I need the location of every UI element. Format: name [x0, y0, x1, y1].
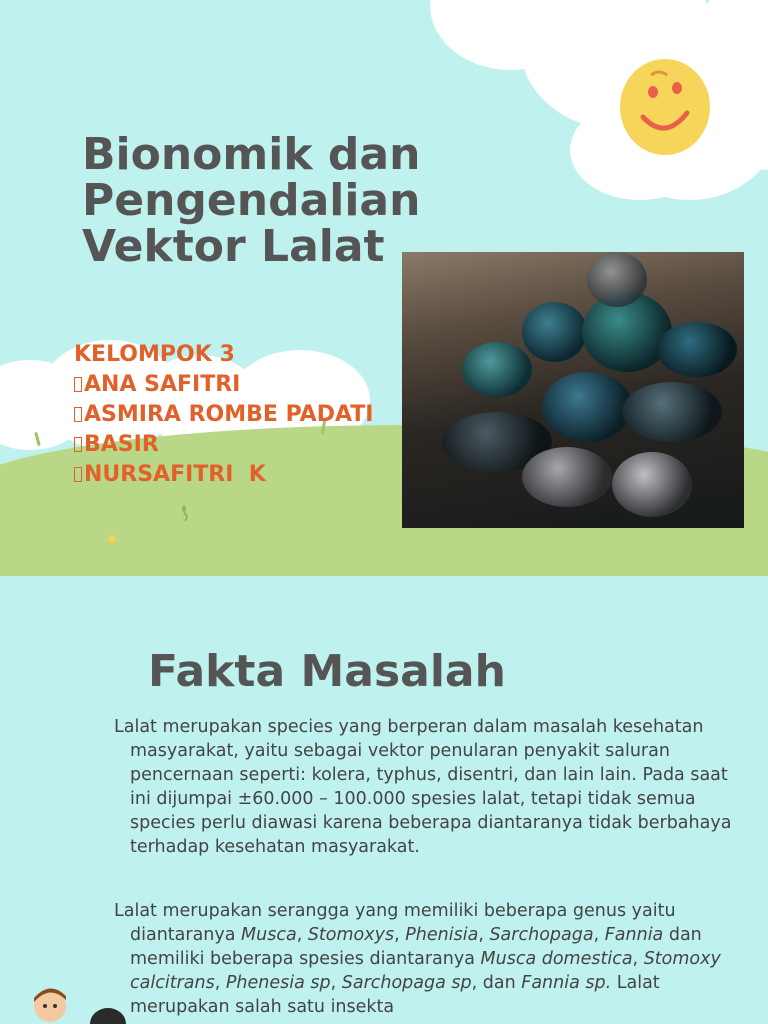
- text-run: ,: [296, 925, 308, 945]
- species-name: Musca domestica: [480, 949, 633, 969]
- genus-name: Stomoxys: [307, 925, 395, 945]
- flies-photo: [402, 252, 744, 528]
- member-item: [74, 370, 434, 400]
- slide-heading: Fakta Masalah: [148, 646, 506, 697]
- leaf-decoration: [176, 504, 192, 522]
- title-line: Vektor Lalat: [82, 221, 385, 272]
- genus-name: Phenisia: [405, 925, 479, 945]
- text-run: Lalat merupakan serangga yang memiliki beberapa genus yaitu diantaranya: [114, 901, 676, 945]
- text-run: ,: [394, 925, 406, 945]
- member-item: [74, 460, 434, 490]
- paragraph: [114, 899, 734, 1019]
- text-run: ,: [478, 925, 490, 945]
- member-name: BASIR: [84, 432, 159, 457]
- text-run: ,: [632, 949, 644, 969]
- species-name: Phenesia sp: [225, 973, 331, 993]
- member-item: [74, 400, 434, 430]
- group-members: [74, 340, 434, 490]
- cartoon-character-icon: [88, 1006, 128, 1024]
- bullet-icon: [74, 467, 82, 482]
- title-line: Pengendalian: [82, 175, 421, 226]
- species-name: Sarchopaga sp: [341, 973, 472, 993]
- text-run: ,: [214, 973, 226, 993]
- sun-icon: [615, 55, 715, 160]
- group-label: KELOMPOK 3: [74, 342, 235, 367]
- member-name: ANA SAFITRI: [84, 372, 241, 397]
- text-run: ,: [593, 925, 605, 945]
- member-item: [74, 430, 434, 460]
- text-run: , dan: [471, 973, 522, 993]
- cartoon-character-icon: [28, 984, 78, 1024]
- bullet-icon: [74, 437, 82, 452]
- genus-name: Sarchopaga: [489, 925, 594, 945]
- flower-decoration: [106, 533, 118, 545]
- member-name: NURSAFITRI K: [84, 462, 266, 487]
- paragraph: Lalat merupakan species yang berperan dalam masalah kesehatan masyarakat, yaitu sebagai vektor penularan penyakit saluran pencernaan seperti: kolera, typhus, disentri, dan lain lain. Pada saat ini dijumpai ±60.000 – 100.000 spesies lalat, tetapi tidak semua species perlu diawasi karena beberapa diantaranya tidak berbahaya terhadap kesehatan masyarakat.: [114, 717, 732, 857]
- species-name: Stomoxy calcitrans: [130, 949, 721, 993]
- title-line: Bionomik dan: [82, 129, 421, 180]
- bullet-icon: [74, 407, 82, 422]
- species-name: Fannia sp.: [521, 973, 612, 993]
- text-run: Lalat merupakan salah satu insekta: [130, 973, 660, 1017]
- presentation-title: [82, 129, 502, 272]
- member-name: ASMIRA ROMBE PADATI: [84, 402, 374, 427]
- genus-name: Fannia: [604, 925, 664, 945]
- text-run: ,: [330, 973, 342, 993]
- bullet-icon: [74, 377, 82, 392]
- text-run: dan memiliki beberapa spesies diantaranya: [130, 925, 702, 969]
- content-slide: [0, 576, 768, 1024]
- genus-name: Musca: [241, 925, 297, 945]
